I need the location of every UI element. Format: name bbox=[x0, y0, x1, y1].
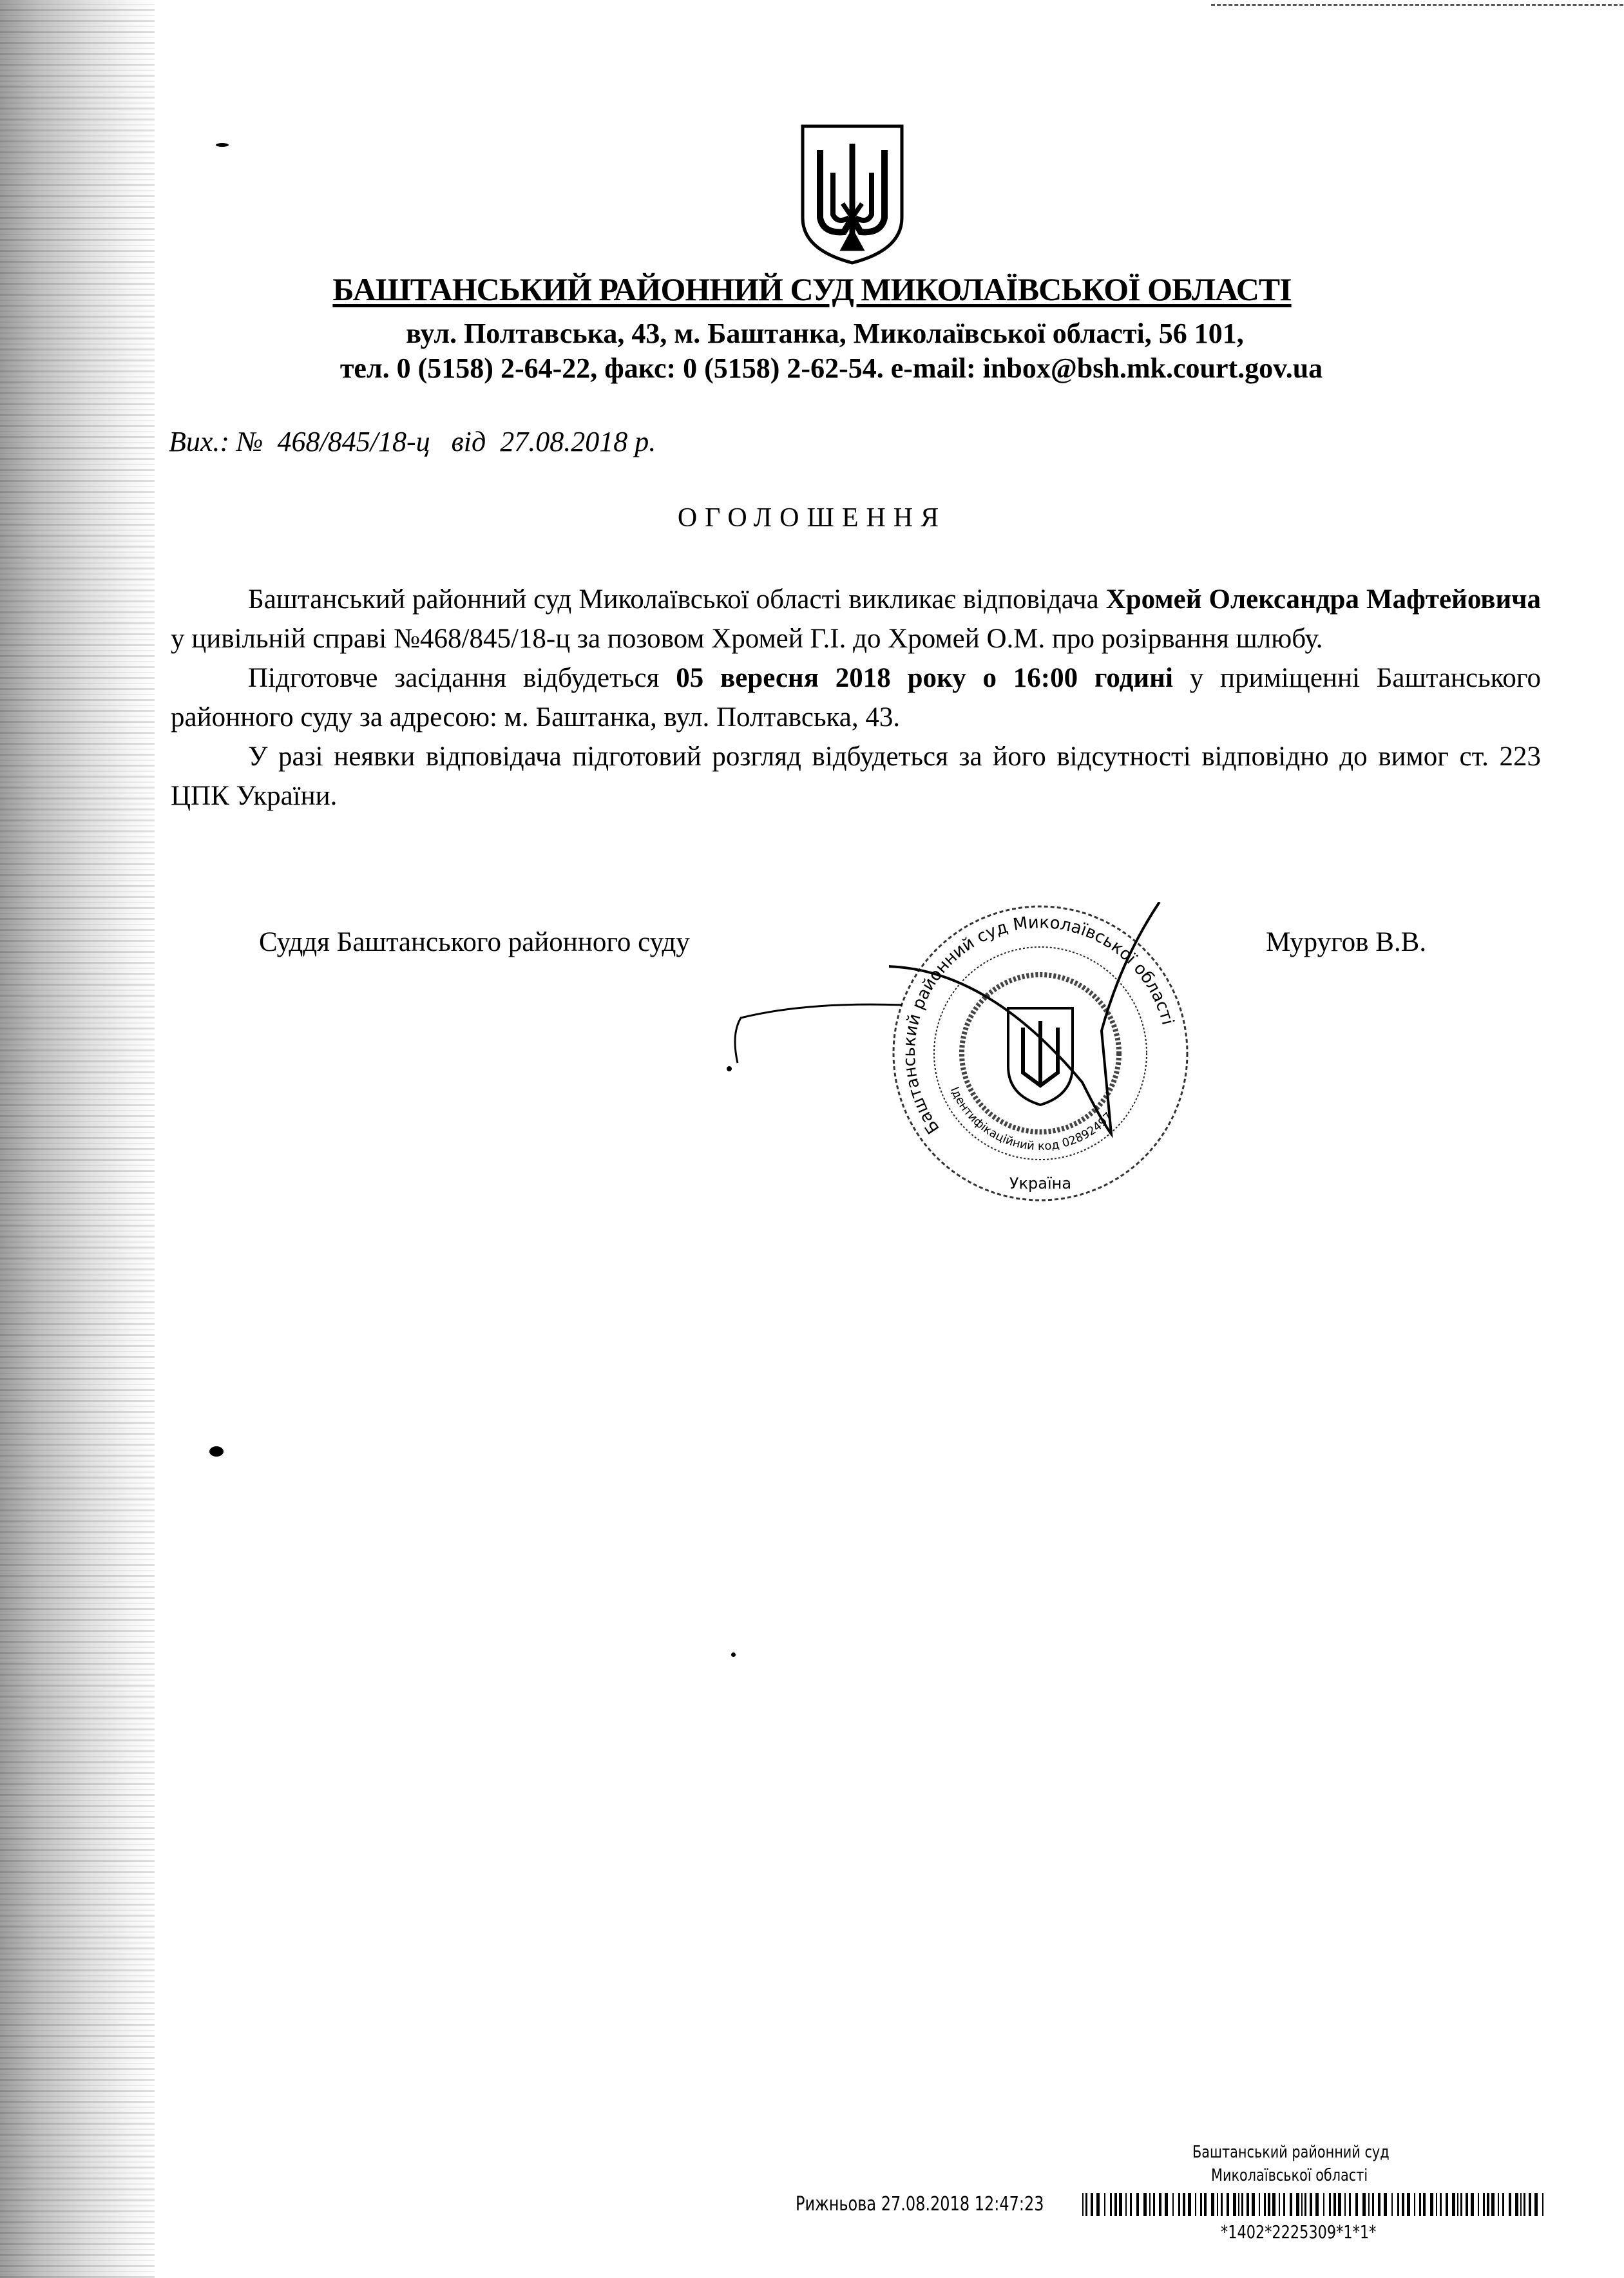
barcode-bar bbox=[1082, 2193, 1084, 2216]
scan-top-line bbox=[1211, 4, 1623, 6]
barcode-bar bbox=[1096, 2193, 1100, 2216]
barcode-bar bbox=[1247, 2193, 1249, 2216]
barcode-bar bbox=[1153, 2193, 1155, 2216]
stamp-inner-text: Ідентифікаційний код 02892497 bbox=[947, 1085, 1116, 1154]
barcode-bar bbox=[1227, 2193, 1229, 2216]
outgoing-date: 27.08.2018 р. bbox=[500, 426, 656, 457]
barcode-bar bbox=[1114, 2193, 1117, 2216]
barcode-bar bbox=[1130, 2193, 1132, 2216]
barcode-bar bbox=[1125, 2193, 1127, 2216]
barcode-bar bbox=[1509, 2193, 1511, 2216]
barcode-bar bbox=[1524, 2193, 1525, 2216]
barcode-bar bbox=[1221, 2193, 1223, 2216]
barcode-bar bbox=[1515, 2193, 1518, 2216]
barcode-bar bbox=[1264, 2193, 1266, 2216]
barcode-bar bbox=[1502, 2193, 1504, 2216]
barcode-bar bbox=[1466, 2193, 1468, 2216]
stamp-outer-text: Баштанський районний суд Миколаївської області bbox=[899, 913, 1178, 1138]
court-name-title: БАШТАНСЬКИЙ РАЙОННИЙ СУД МИКОЛАЇВСЬКОЇ ОБЛАСТІ bbox=[332, 271, 1292, 307]
barcode-bar bbox=[1204, 2193, 1207, 2216]
barcode-bar bbox=[1188, 2193, 1191, 2216]
barcode-bar bbox=[1483, 2193, 1485, 2216]
barcode-bar bbox=[1440, 2193, 1442, 2216]
barcode-bar bbox=[1233, 2193, 1236, 2216]
outgoing-from-label: від bbox=[451, 426, 486, 457]
barcode-bar bbox=[1159, 2193, 1161, 2216]
barcode-bar bbox=[1091, 2193, 1093, 2216]
barcode-bar bbox=[1195, 2193, 1196, 2216]
barcode-bar bbox=[1368, 2193, 1370, 2216]
barcode-bar bbox=[1290, 2193, 1292, 2216]
scan-speck bbox=[209, 1446, 224, 1457]
document-heading: ОГОЛОШЕННЯ bbox=[677, 503, 947, 533]
barcode-bar bbox=[1323, 2193, 1324, 2216]
barcode-bar bbox=[1315, 2193, 1319, 2216]
barcode-bar bbox=[1542, 2193, 1543, 2216]
barcode-bar bbox=[1178, 2193, 1180, 2216]
barcode-bar bbox=[1436, 2193, 1437, 2216]
text: у цивільній справі №468/845/18-ц за позовом Хромей Г.І. до Хромей О.М. про розірвання шлюбу. bbox=[171, 624, 1323, 654]
barcode-bar bbox=[1520, 2193, 1522, 2216]
barcode-bar bbox=[1272, 2193, 1275, 2216]
barcode-bar bbox=[1402, 2193, 1404, 2216]
paragraph-absence: У разі неявки відповідача підготовий розгляд відбудеться за його відсутності відповідно до вимог ст. 223 ЦПК України. bbox=[171, 742, 1541, 811]
barcode-bar bbox=[1110, 2193, 1112, 2216]
outgoing-label: Вих.: № bbox=[169, 426, 263, 457]
announcement-body bbox=[171, 580, 1541, 816]
court-address: вул. Полтавська, 43, м. Баштанка, Миколаївської області, 56 101, bbox=[406, 318, 1244, 349]
barcode-bar bbox=[1534, 2193, 1538, 2216]
barcode-bar bbox=[1283, 2193, 1285, 2216]
barcode-bar bbox=[1452, 2193, 1455, 2216]
outgoing-number: 468/845/18-ц bbox=[277, 426, 430, 457]
barcode-bar bbox=[1165, 2193, 1168, 2216]
barcode-bar bbox=[1372, 2193, 1374, 2216]
barcode-bar bbox=[1338, 2193, 1341, 2216]
barcode-bar bbox=[1457, 2193, 1458, 2216]
registrar-timestamp: Рижньова 27.08.2018 12:47:23 bbox=[796, 2193, 1044, 2216]
barcode-bar bbox=[1211, 2193, 1214, 2216]
judge-name: Муругов В.В. bbox=[1266, 927, 1427, 957]
stamp-country: Україна bbox=[1009, 1174, 1072, 1192]
text: Підготовче засідання відбудеться bbox=[248, 663, 676, 693]
text: Баштанський районний суд Миколаївської області викликає відповідача bbox=[248, 584, 1106, 615]
barcode-bar bbox=[1384, 2193, 1387, 2216]
barcode-bar bbox=[1259, 2193, 1260, 2216]
court-contacts: тел. 0 (5158) 2-64-22, факс: 0 (5158) 2-62-54. e-mail: inbox@bsh.mk.court.gov.ua bbox=[339, 352, 1323, 384]
barcode-bar bbox=[1217, 2193, 1218, 2216]
barcode-bar bbox=[1143, 2193, 1147, 2216]
court-seal-stamp bbox=[889, 902, 1192, 1205]
barcode-bar bbox=[1419, 2193, 1421, 2216]
barcode-bar bbox=[1471, 2193, 1474, 2216]
footer-org-line2: Миколаївської області bbox=[1211, 2166, 1368, 2185]
barcode-bar bbox=[1085, 2193, 1087, 2216]
barcode-bar bbox=[1241, 2193, 1243, 2216]
barcode-bar bbox=[1491, 2193, 1495, 2216]
barcode-bar bbox=[1149, 2193, 1151, 2216]
barcode-bar bbox=[1136, 2193, 1139, 2216]
barcode-bar bbox=[1349, 2193, 1351, 2216]
scan-speck bbox=[216, 143, 229, 147]
barcode-bar bbox=[1478, 2193, 1479, 2216]
barcode-bar bbox=[1329, 2193, 1331, 2216]
barcode-bar bbox=[1344, 2193, 1346, 2216]
barcode-bar bbox=[1279, 2193, 1280, 2216]
barcode-bar bbox=[1333, 2193, 1336, 2216]
barcode-bar bbox=[1268, 2193, 1270, 2216]
barcode-bar bbox=[1310, 2193, 1312, 2216]
trident-coat-of-arms-icon bbox=[798, 121, 907, 266]
barcode-bar bbox=[1397, 2193, 1399, 2216]
barcode-bar bbox=[1414, 2193, 1415, 2216]
hearing-datetime: 05 вересня 2018 року о 16:00 годині bbox=[676, 663, 1173, 693]
outgoing-reference bbox=[169, 425, 656, 458]
barcode-bar bbox=[1430, 2193, 1433, 2216]
barcode-bar bbox=[1252, 2193, 1255, 2216]
barcode-bar bbox=[1200, 2193, 1202, 2216]
footer-org-line1: Баштанський районний суд bbox=[1192, 2143, 1390, 2162]
barcode-bar bbox=[1119, 2193, 1122, 2216]
barcode-bar bbox=[1391, 2193, 1393, 2216]
scan-speck bbox=[731, 1652, 736, 1657]
barcode-bar bbox=[1304, 2193, 1306, 2216]
barcode-bar bbox=[1296, 2193, 1299, 2216]
barcode-bar bbox=[1487, 2193, 1489, 2216]
paragraph-summons bbox=[171, 580, 1541, 658]
barcode-bar bbox=[1423, 2193, 1426, 2216]
paragraph-hearing bbox=[171, 658, 1541, 737]
barcode-bar bbox=[1529, 2193, 1531, 2216]
barcode-text: *1402*2225309*1*1* bbox=[1221, 2221, 1377, 2243]
barcode-bar bbox=[1378, 2193, 1380, 2216]
barcode-bar bbox=[1301, 2193, 1303, 2216]
barcode-bar bbox=[1362, 2193, 1366, 2216]
barcode-bar bbox=[1172, 2193, 1174, 2216]
document-barcode bbox=[1082, 2193, 1548, 2216]
judge-position: Суддя Баштанського районного суду bbox=[259, 927, 690, 957]
barcode-bar bbox=[1446, 2193, 1448, 2216]
text: у приміщенні Баштанського районного суду за адресою: м. Баштанка, вул. Полтавська, 43. bbox=[171, 663, 1541, 732]
barcode-bar bbox=[1238, 2193, 1239, 2216]
signature-stroke bbox=[728, 966, 908, 1069]
barcode-bar bbox=[1460, 2193, 1462, 2216]
barcode-bar bbox=[1355, 2193, 1358, 2216]
defendant-name: Хромей Олександра Мафтейовича bbox=[1105, 584, 1541, 615]
barcode-bar bbox=[1407, 2193, 1410, 2216]
barcode-bar bbox=[1498, 2193, 1499, 2216]
barcode-bar bbox=[1104, 2193, 1105, 2216]
barcode-bar bbox=[1183, 2193, 1185, 2216]
